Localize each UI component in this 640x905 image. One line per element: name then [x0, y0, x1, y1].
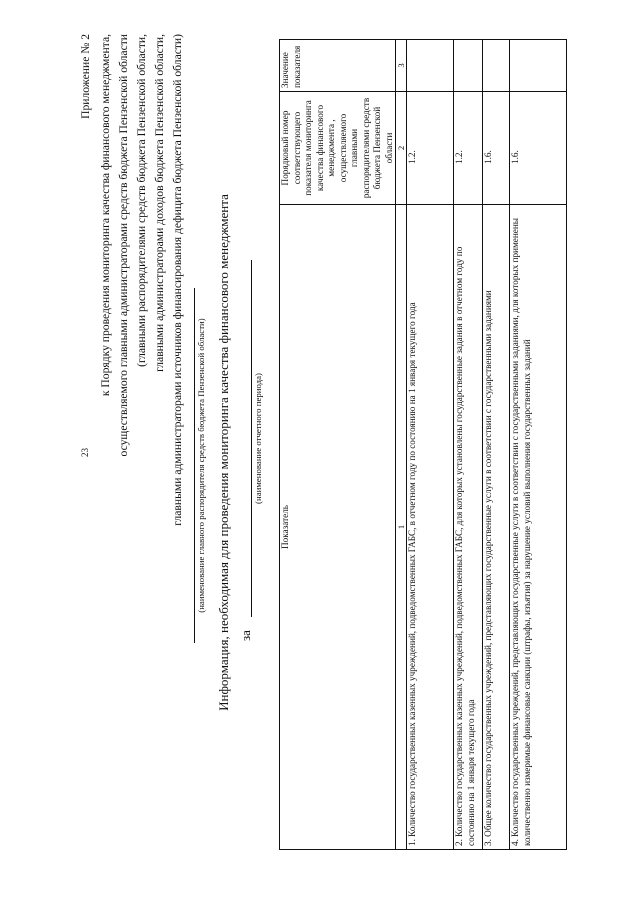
table-row	[483, 40, 510, 850]
indicator-cell: 3. Общее количество государственных учреждений, представляющих государственные услуги в соответствии с государственными заданиями	[483, 205, 510, 850]
document-heading: Информация, необходимая для проведения мониторинга качества финансового менеджмента	[216, 194, 231, 711]
appendix-line-4: главными администраторами доходов бюджета Пензенской области,	[153, 34, 166, 372]
distributor-name-line	[194, 288, 195, 643]
header-ref-number: Порядковый номер соответствующего показателя мониторинга качества финансового менеджмента , осуществляемого главными распорядителями средств бюджета Пензенской области	[280, 92, 396, 205]
ref-number-cell: 1.2.	[454, 92, 483, 205]
column-number: 1	[396, 205, 407, 850]
appendix-title: Приложение № 2	[79, 34, 92, 119]
indicator-cell: 4. Количество государственных учреждений, представляющих государственные услуги в соответствии с государственными заданиями, для которых применены количественно измеримые финансовые санкции (штрафы, изъятия) за нарушение условий выполнения государственных заданий	[510, 205, 567, 850]
period-line	[251, 260, 252, 617]
value-cell[interactable]	[510, 40, 567, 92]
column-number: 2	[396, 92, 407, 205]
column-number-row	[396, 40, 407, 850]
appendix-line-5: главными администраторами источников финансирования дефицита бюджета Пензенской области)	[171, 34, 184, 526]
distributor-name-caption: (наименование главного распорядителя средств бюджета Пензенской области)	[196, 318, 206, 613]
ref-number-cell: 1.6.	[510, 92, 567, 205]
header-indicator: Показатель	[280, 205, 396, 850]
indicator-cell: 2. Количество государственных казенных учреждений, подведомственных ГАБС, для которых установлены государственные задания в отчетном году по состоянию на 1 января текущего года	[454, 205, 483, 850]
ref-number-cell: 1.2.	[407, 92, 454, 205]
appendix-line-1: к Порядку проведения мониторинга качества финансового менеджмента,	[99, 34, 112, 397]
appendix-line-3: (главными распорядителями средств бюджета Пензенской области,	[135, 34, 148, 367]
table-row	[454, 40, 483, 850]
period-caption: (наименование отчетного периода)	[253, 373, 263, 504]
indicator-table	[279, 39, 567, 850]
value-cell[interactable]	[407, 40, 454, 92]
table-row	[510, 40, 567, 850]
value-cell[interactable]	[483, 40, 510, 92]
column-number: 3	[396, 40, 407, 92]
appendix-line-2: осуществляемого главными администраторами средств бюджета Пензенской области	[117, 34, 130, 457]
table-row	[407, 40, 454, 850]
value-cell[interactable]	[454, 40, 483, 92]
period-prefix: за	[238, 630, 253, 641]
ref-number-cell: 1.6.	[483, 92, 510, 205]
table-header-row	[280, 40, 396, 850]
header-value: Значение показателя	[280, 40, 396, 92]
indicator-cell: 1. Количество государственных казенных учреждений, подведомственных ГАБС, в отчетном году по состоянию на 1 января текущего года	[407, 205, 454, 850]
page-number: 23	[80, 448, 90, 457]
